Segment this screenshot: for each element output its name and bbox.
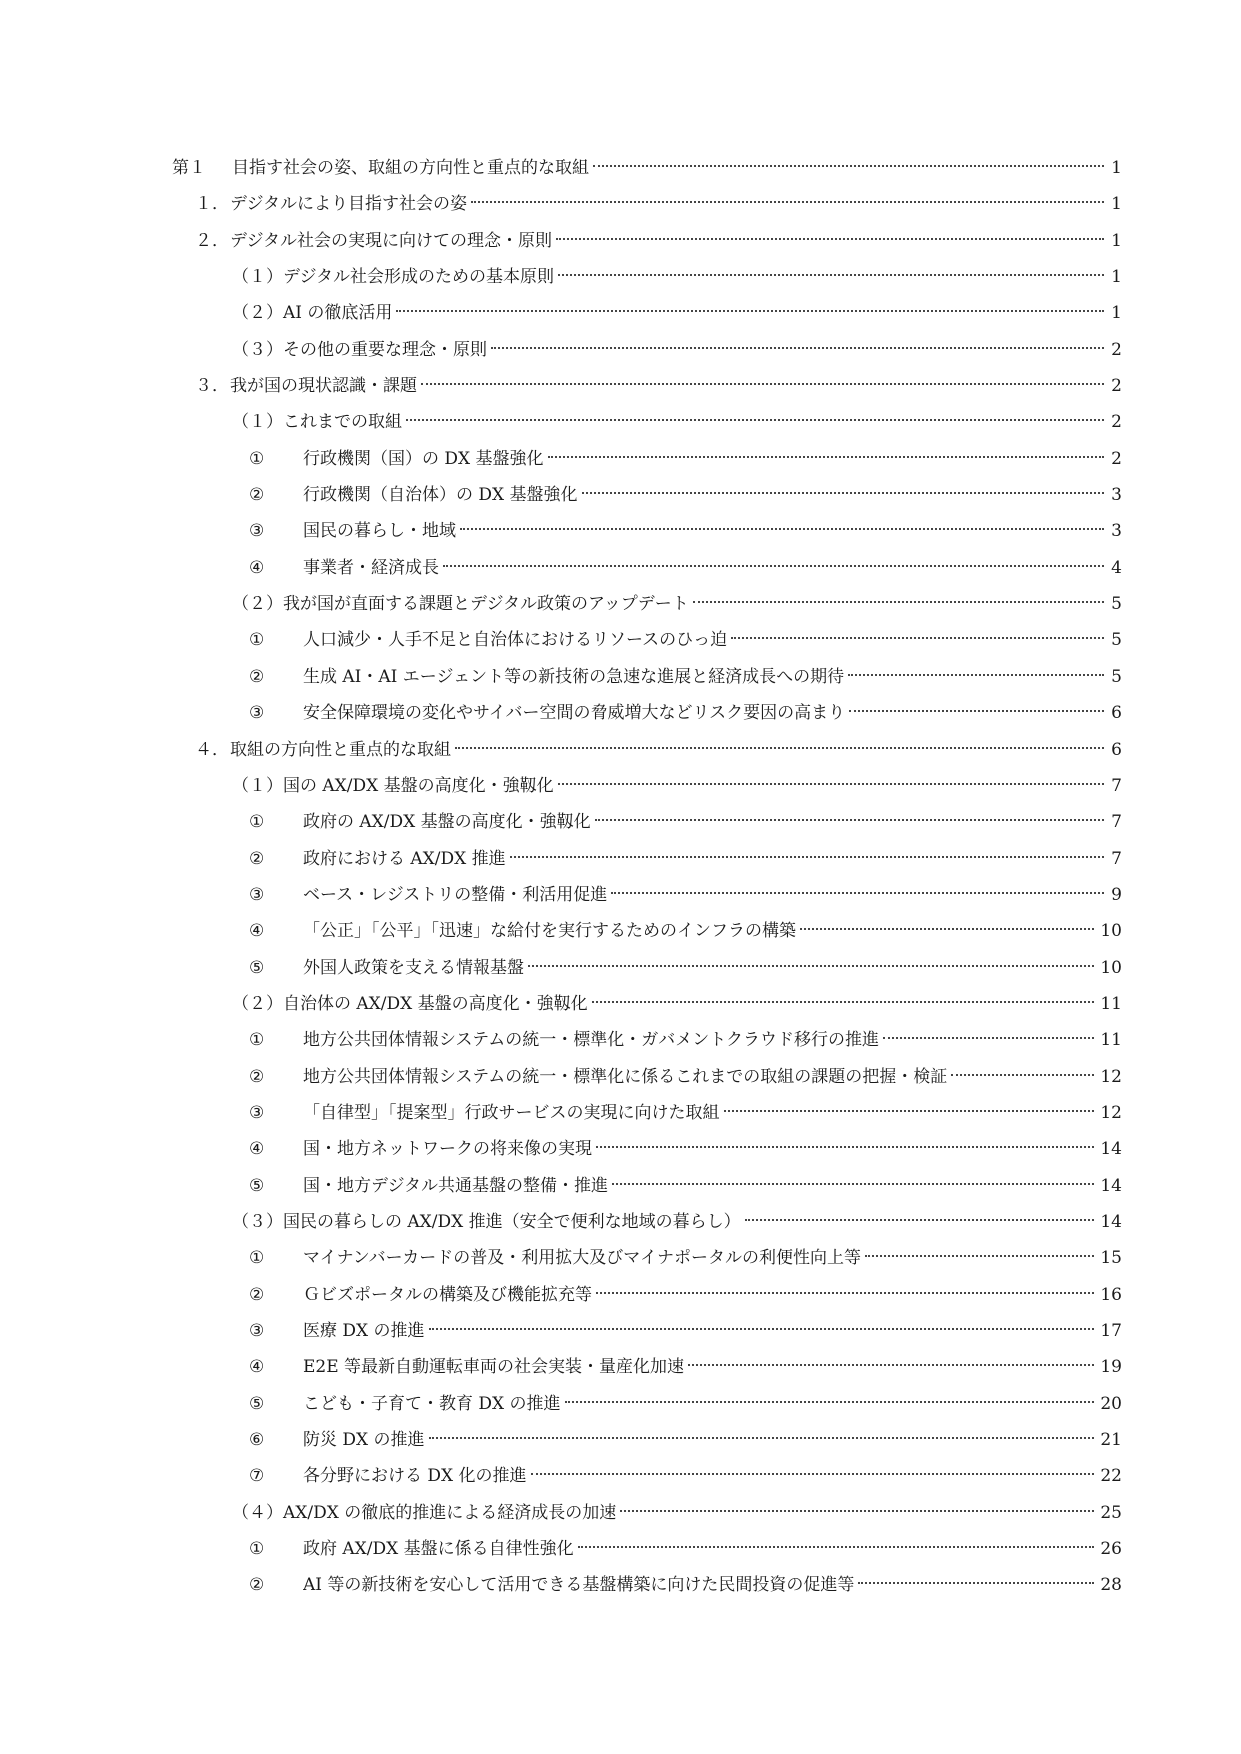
toc-entry-title: 「自律型」「提案型」行政サービスの実現に向けた取組 [303,1102,720,1123]
toc-entry-number: ② [249,1066,265,1087]
toc-entry[interactable] [172,1567,1122,1603]
toc-entry-page-number: 2 [1111,448,1122,469]
toc-dot-leader [596,1292,1094,1294]
toc-entry-title: 目指す社会の姿、取組の方向性と重点的な取組 [232,158,589,178]
toc-entry-title: 各分野における DX 化の推進 [303,1466,527,1487]
toc-entry-page-number: 3 [1111,485,1122,506]
toc-dot-leader [548,456,1104,458]
toc-entry-title: ベース・レジストリの整備・利活用促進 [303,884,608,905]
toc-entry-number: ① [249,1539,265,1560]
toc-entry-number: ４． [195,739,229,760]
toc-dot-leader [406,419,1104,421]
toc-entry-title: 政府 AX/DX 基盤に係る自律性強化 [303,1539,574,1560]
toc-dot-leader [951,1074,1094,1076]
toc-entry-number: ⑤ [249,1175,265,1196]
toc-entry-number: ② [249,666,265,687]
toc-entry-number: ⑤ [249,957,265,978]
toc-entry-title: 取組の方向性と重点的な取組 [230,739,451,760]
toc-entry-number: ② [249,848,265,869]
toc-entry-title: 地方公共団体情報システムの統一・標準化・ガバメントクラウド移行の推進 [303,1030,879,1051]
toc-entry-title: 事業者・経済成長 [303,557,439,578]
toc-dot-leader [531,1473,1095,1475]
toc-entry-title: 国民の暮らし・地域 [303,521,456,542]
toc-dot-leader [745,1219,1095,1221]
toc-entry-number: ③ [249,703,265,724]
toc-dot-leader [491,347,1104,349]
toc-entry[interactable] [172,1022,1122,1058]
toc-entry-number: ① [249,448,265,469]
toc-entry-page-number: 10 [1100,957,1122,978]
toc-entry-number: ④ [249,1357,265,1378]
toc-dot-leader [688,1364,1094,1366]
toc-entry-page-number: 1 [1111,230,1122,251]
toc-entry-number: ２． [195,230,229,251]
toc-entry-title: 「公正」「公平」「迅速」な給付を実行するためのインフラの構築 [303,921,796,942]
toc-entry-number: １． [195,194,229,215]
toc-entry[interactable] [172,186,1122,222]
toc-entry[interactable] [172,1095,1122,1131]
toc-entry-page-number: 5 [1111,666,1122,687]
toc-entry[interactable] [172,586,1122,622]
toc-entry[interactable] [172,550,1122,586]
toc-dot-leader [429,1328,1095,1330]
toc-entry-title: 政府における AX/DX 推進 [303,848,506,869]
toc-entry-title: デジタルにより目指す社会の姿 [230,194,467,215]
table-of-contents [172,150,1122,1604]
toc-dot-leader [611,892,1104,894]
toc-entry-title: 生成 AI・AI エージェント等の新技術の急速な進展と経済成長への期待 [303,666,845,687]
toc-entry-title: 行政機関（自治体）の DX 基盤強化 [303,485,578,506]
toc-dot-leader [460,528,1104,530]
toc-entry-title: 国・地方デジタル共通基盤の整備・推進 [303,1175,608,1196]
toc-entry-number: ⑤ [249,1393,265,1414]
toc-dot-leader [595,819,1104,821]
toc-entry-title: （２）AI の徹底活用 [232,303,393,324]
toc-entry[interactable] [172,622,1122,658]
toc-entry[interactable] [172,259,1122,295]
toc-entry-title: 行政機関（国）の DX 基盤強化 [303,448,544,469]
toc-entry[interactable] [172,1458,1122,1494]
toc-entry-number: ① [249,1030,265,1051]
toc-entry[interactable] [172,1422,1122,1458]
toc-entry-number: ① [249,1248,265,1269]
toc-dot-leader [865,1255,1094,1257]
toc-entry[interactable] [172,477,1122,513]
toc-dot-leader [596,1146,1094,1148]
toc-entry-title: Ｇビズポータルの構築及び機能拡充等 [303,1284,592,1305]
toc-entry[interactable] [172,441,1122,477]
toc-dot-leader [556,238,1104,240]
toc-dot-leader [565,1401,1095,1403]
toc-entry-title: 外国人政策を支える情報基盤 [303,957,524,978]
toc-entry-title: E2E 等最新自動運転車両の社会実装・量産化加速 [303,1357,685,1378]
toc-entry-title: 地方公共団体情報システムの統一・標準化に係るこれまでの取組の課題の把握・検証 [303,1066,948,1087]
toc-entry[interactable] [172,223,1122,259]
toc-entry-page-number: 6 [1111,739,1122,760]
toc-entry-page-number: 1 [1111,158,1122,178]
toc-entry-page-number: 21 [1100,1430,1122,1451]
toc-entry-page-number: 16 [1100,1284,1122,1305]
toc-entry-title: （３）国民の暮らしの AX/DX 推進（安全で便利な地域の暮らし） [232,1211,741,1232]
toc-entry-page-number: 14 [1100,1175,1122,1196]
toc-entry-page-number: 12 [1100,1066,1122,1087]
toc-entry-title: 政府の AX/DX 基盤の高度化・強靱化 [303,812,591,833]
toc-entry-number: ３． [195,376,229,397]
toc-entry-page-number: 3 [1111,521,1122,542]
toc-entry[interactable] [172,659,1122,695]
toc-entry-page-number: 2 [1111,376,1122,397]
toc-entry-title: （１）デジタル社会形成のための基本原則 [232,267,554,288]
toc-dot-leader [443,565,1104,567]
toc-entry-page-number: 1 [1111,194,1122,215]
toc-entry[interactable] [172,1386,1122,1422]
toc-entry-page-number: 20 [1100,1393,1122,1414]
toc-dot-leader [592,1001,1095,1003]
toc-dot-leader [593,165,1104,167]
toc-entry[interactable] [172,295,1122,331]
toc-entry[interactable] [172,1313,1122,1349]
toc-entry-number: ④ [249,921,265,942]
toc-dot-leader [858,1582,1094,1584]
toc-entry-page-number: 1 [1111,267,1122,288]
toc-entry[interactable] [172,913,1122,949]
toc-entry-page-number: 11 [1100,1030,1122,1051]
toc-dot-leader [578,1546,1095,1548]
toc-entry-page-number: 14 [1100,1211,1122,1232]
toc-dot-leader [471,201,1104,203]
toc-dot-leader [429,1437,1095,1439]
toc-dot-leader [849,710,1104,712]
toc-entry-number: ① [249,812,265,833]
toc-entry[interactable] [172,804,1122,840]
toc-entry-number: ② [249,1575,265,1596]
toc-entry-page-number: 10 [1100,921,1122,942]
toc-entry-page-number: 28 [1100,1575,1122,1596]
toc-entry-title: 我が国の現状認識・課題 [230,376,417,397]
toc-entry-title: （３）その他の重要な理念・原則 [232,339,487,360]
toc-entry[interactable] [172,332,1122,368]
toc-entry[interactable] [172,1131,1122,1167]
toc-entry-number: ② [249,1284,265,1305]
toc-entry-page-number: 5 [1111,630,1122,651]
toc-entry[interactable] [172,841,1122,877]
toc-dot-leader [883,1037,1094,1039]
toc-entry[interactable] [172,768,1122,804]
toc-entry[interactable] [172,695,1122,731]
toc-dot-leader [558,274,1104,276]
toc-entry-title: 安全保障環境の変化やサイバー空間の脅威増大などリスク要因の高まり [303,703,846,724]
toc-entry-number: ⑦ [249,1466,265,1487]
toc-entry-page-number: 2 [1111,339,1122,360]
toc-entry-page-number: 9 [1111,884,1122,905]
toc-entry-page-number: 2 [1111,412,1122,433]
toc-dot-leader [528,965,1094,967]
toc-entry-page-number: 7 [1111,812,1122,833]
toc-entry-page-number: 15 [1100,1248,1122,1269]
toc-dot-leader [612,1183,1094,1185]
toc-entry-page-number: 7 [1111,775,1122,796]
toc-dot-leader [693,601,1104,603]
toc-entry-page-number: 5 [1111,594,1122,615]
toc-dot-leader [510,856,1104,858]
toc-entry[interactable] [172,1204,1122,1240]
toc-entry-page-number: 6 [1111,703,1122,724]
toc-entry-page-number: 25 [1100,1502,1122,1523]
toc-dot-leader [455,747,1104,749]
toc-entry-title: 防災 DX の推進 [303,1430,425,1451]
toc-entry-title: （２）自治体の AX/DX 基盤の高度化・強靱化 [232,993,588,1014]
toc-entry-title: 人口減少・人手不足と自治体におけるリソースのひっ迫 [303,630,728,651]
toc-entry-page-number: 11 [1100,993,1122,1014]
toc-entry[interactable] [172,513,1122,549]
toc-dot-leader [396,310,1104,312]
toc-entry-page-number: 22 [1100,1466,1122,1487]
toc-entry[interactable] [172,877,1122,913]
toc-entry[interactable] [172,1495,1122,1531]
toc-entry[interactable] [172,1277,1122,1313]
toc-entry-title: （２）我が国が直面する課題とデジタル政策のアップデート [232,594,689,615]
toc-entry-number: ① [249,630,265,651]
toc-dot-leader [582,492,1104,494]
toc-dot-leader [800,928,1094,930]
toc-entry-number: ④ [249,557,265,578]
toc-entry-page-number: 1 [1111,303,1122,324]
toc-entry-title: AI 等の新技術を安心して活用できる基盤構築に向けた民間投資の促進等 [303,1575,855,1596]
toc-entry-number: ② [249,485,265,506]
toc-entry[interactable] [172,1240,1122,1276]
toc-entry-page-number: 4 [1111,557,1122,578]
toc-entry-number: ⑥ [249,1430,265,1451]
toc-entry-number: ③ [249,521,265,542]
toc-entry-title: デジタル社会の実現に向けての理念・原則 [230,230,552,251]
toc-entry-page-number: 14 [1100,1139,1122,1160]
toc-entry-number: ③ [249,1321,265,1341]
toc-entry-number: ④ [249,1139,265,1160]
toc-entry-title: 国・地方ネットワークの将来像の実現 [303,1139,592,1160]
toc-entry[interactable] [172,1531,1122,1567]
toc-dot-leader [724,1110,1095,1112]
toc-entry[interactable] [172,1059,1122,1095]
toc-entry[interactable] [172,150,1122,186]
toc-dot-leader [731,637,1104,639]
toc-entry[interactable] [172,732,1122,768]
toc-entry-title: （１）これまでの取組 [232,412,402,433]
toc-entry-title: （４）AX/DX の徹底的推進による経済成長の加速 [232,1502,617,1523]
toc-dot-leader [421,383,1104,385]
toc-entry-number: ③ [249,884,265,905]
toc-dot-leader [848,674,1104,676]
toc-entry-title: （１）国の AX/DX 基盤の高度化・強靱化 [232,775,554,796]
toc-entry-title: マイナンバーカードの普及・利用拡大及びマイナポータルの利便性向上等 [303,1248,861,1269]
toc-entry-title: 医療 DX の推進 [303,1321,425,1341]
toc-entry[interactable] [172,368,1122,404]
toc-entry-number: ③ [249,1102,265,1123]
toc-entry-title: こども・子育て・教育 DX の推進 [303,1393,561,1414]
toc-dot-leader [558,783,1104,785]
toc-entry-number: 第１ [172,158,206,178]
toc-entry-page-number: 19 [1100,1357,1122,1378]
toc-entry[interactable] [172,1349,1122,1385]
toc-entry-page-number: 7 [1111,848,1122,869]
toc-entry[interactable] [172,950,1122,986]
toc-entry[interactable] [172,986,1122,1022]
toc-dot-leader [620,1510,1094,1512]
toc-entry-page-number: 12 [1100,1102,1122,1123]
toc-entry-page-number: 17 [1100,1321,1122,1341]
toc-entry[interactable] [172,1168,1122,1204]
toc-entry-page-number: 26 [1100,1539,1122,1560]
toc-entry[interactable] [172,404,1122,440]
